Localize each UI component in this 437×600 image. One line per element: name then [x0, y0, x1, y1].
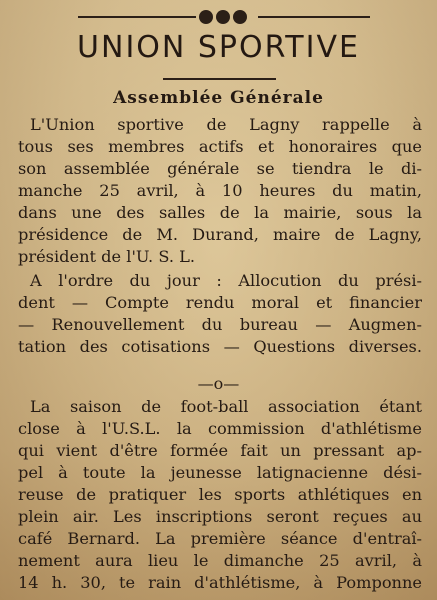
text-line: — Renouvellement du bureau — Augmen- — [18, 315, 422, 334]
text-line: tous ses membres actifs et honoraires que — [18, 137, 422, 156]
text-line: close à l'U.S.L. la commission d'athlétisme — [18, 419, 422, 438]
text-line: dans une des salles de la mairie, sous la — [18, 203, 422, 222]
text-line: dent — Compte rendu moral et financier — [18, 293, 422, 312]
ornament-dot — [233, 10, 247, 24]
text-line: président de l'U. S. L. — [18, 247, 196, 266]
text-line: La saison de foot-ball association étant — [30, 397, 422, 416]
ornament-rule-right — [258, 16, 370, 18]
text-line: nement aura lieu le dimanche 25 avril, à — [18, 551, 422, 570]
ornament-dot — [216, 10, 230, 24]
text-line: pel à toute la jeunesse latignacienne dési- — [18, 463, 422, 482]
section-separator: —o— — [197, 374, 240, 393]
ornament-dot — [199, 10, 213, 24]
text-line: reuse de pratiquer les sports athlétiques en — [18, 485, 422, 504]
ornament-rule-left — [78, 16, 196, 18]
title-underline — [163, 78, 276, 80]
text-line: présidence de M. Durand, maire de Lagny, — [18, 225, 422, 244]
text-line: qui vient d'être formée fait un pressant ap- — [18, 441, 422, 460]
text-line: plein air. Les inscriptions seront reçues au — [18, 507, 422, 526]
text-line: 14 h. 30, te rain d'athlétisme, à Pomponne — [18, 573, 422, 592]
article-subtitle: Assemblée Générale — [113, 88, 324, 108]
text-line: café Bernard. La première séance d'entraî- — [18, 529, 422, 548]
article-title: UNION SPORTIVE — [77, 30, 360, 65]
text-line: tation des cotisations — Questions diverses. — [18, 337, 422, 356]
text-line: manche 25 avril, à 10 heures du matin, — [18, 181, 422, 200]
text-line: L'Union sportive de Lagny rappelle à — [30, 115, 422, 134]
text-line: A l'ordre du jour : Allocution du prési- — [30, 271, 422, 290]
text-line: son assemblée générale se tiendra le di- — [18, 159, 422, 178]
header-ornament — [0, 9, 437, 25]
